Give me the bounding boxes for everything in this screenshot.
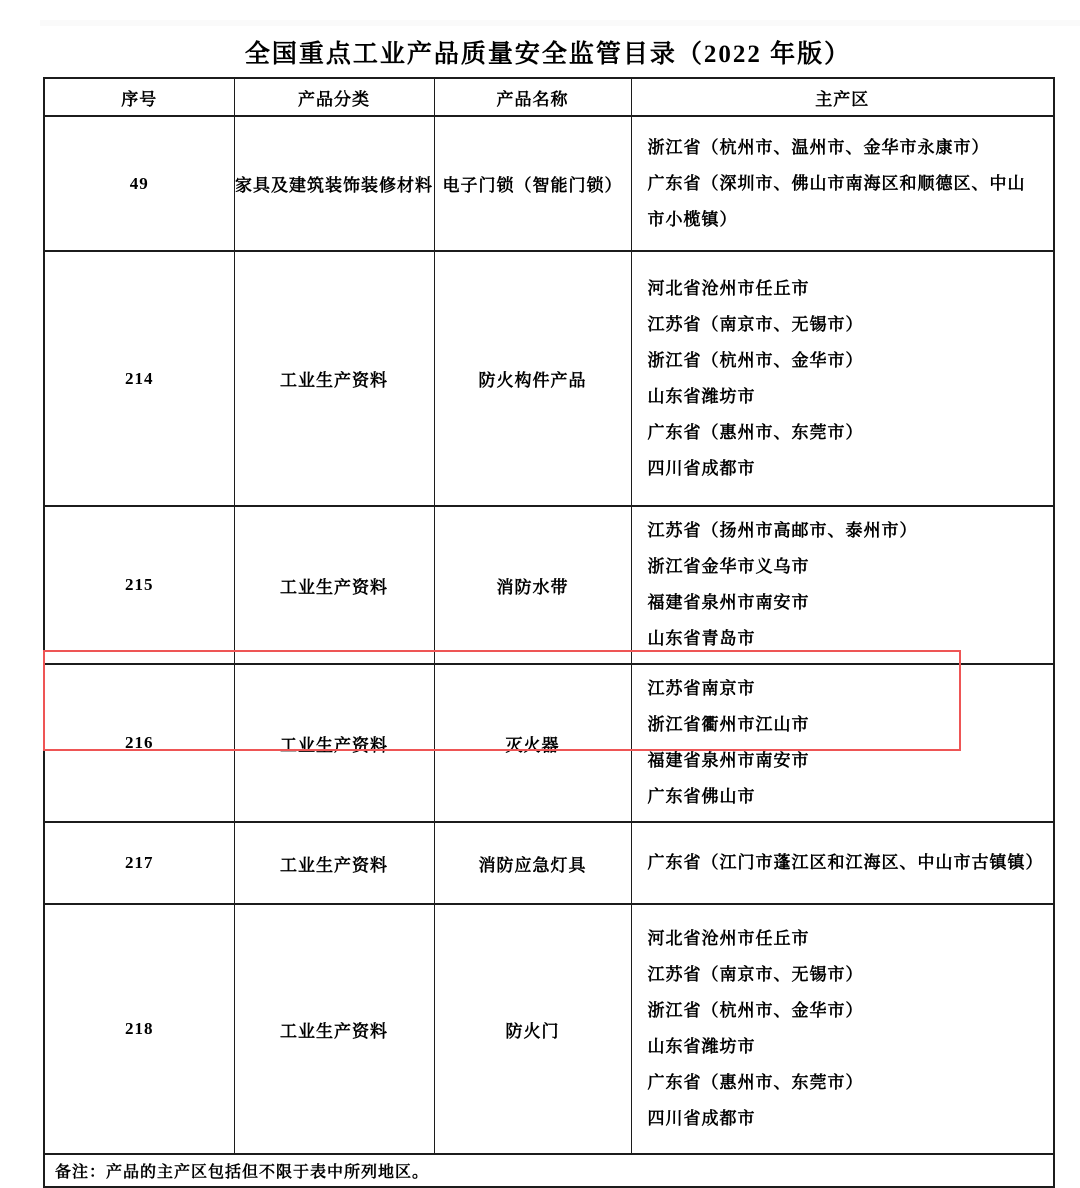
cell-no: 214: [44, 251, 234, 506]
table-header-row: [44, 78, 1054, 116]
region-line: 江苏省南京市: [647, 679, 756, 698]
cell-category: 工业生产资料: [234, 664, 434, 822]
cell-product: 消防应急灯具: [434, 822, 631, 904]
table-note-row: [44, 1154, 1054, 1187]
cell-regions: [631, 822, 1054, 904]
catalog-table: [43, 77, 1055, 1188]
table-row: [44, 506, 1054, 664]
region-line: 山东省潍坊市: [647, 1037, 756, 1056]
cell-product: 消防水带: [434, 506, 631, 664]
region-line: 江苏省（扬州市高邮市、泰州市）: [647, 521, 918, 540]
column-header-regions: 主产区: [631, 78, 1054, 116]
region-line: 河北省沧州市任丘市: [647, 278, 810, 298]
cell-regions: [631, 904, 1054, 1154]
table-row: [44, 904, 1054, 1154]
cell-no: 216: [44, 664, 234, 822]
region-line: 广东省（深圳市、佛山市南海区和顺德区、中山市小榄镇）: [647, 173, 1026, 229]
region-line: 山东省青岛市: [647, 629, 756, 648]
column-header-category: 产品分类: [234, 78, 434, 116]
cell-regions: [631, 664, 1054, 822]
region-line: 浙江省（杭州市、金华市）: [647, 1001, 864, 1020]
cell-regions: [631, 251, 1054, 506]
region-line: 广东省（江门市蓬江区和江海区、中山市古镇镇）: [647, 853, 1044, 872]
cell-category: 家具及建筑装饰装修材料: [234, 116, 434, 251]
cell-product: 灭火器: [434, 664, 631, 822]
cell-no: 217: [44, 822, 234, 904]
region-line: 广东省佛山市: [647, 787, 756, 806]
cell-no: 49: [44, 116, 234, 251]
region-line: 四川省成都市: [647, 1109, 756, 1128]
region-line: 江苏省（南京市、无锡市）: [647, 965, 864, 984]
table-row: [44, 116, 1054, 251]
region-line: 四川省成都市: [647, 458, 756, 478]
cell-product: 防火构件产品: [434, 251, 631, 506]
table-row: [44, 822, 1054, 904]
cell-product: 防火门: [434, 904, 631, 1154]
cell-product: 电子门锁（智能门锁）: [434, 116, 631, 251]
table-row-highlighted: [44, 664, 1054, 822]
cell-no: 215: [44, 506, 234, 664]
scan-artifact-band: [40, 20, 1080, 26]
cell-category: 工业生产资料: [234, 904, 434, 1154]
region-line: 广东省（惠州市、东莞市）: [647, 422, 864, 442]
page-title: 全国重点工业产品质量安全监管目录（2022 年版）: [244, 41, 852, 68]
cell-no: 218: [44, 904, 234, 1154]
region-line: 广东省（惠州市、东莞市）: [647, 1073, 864, 1092]
table-row: [44, 251, 1054, 506]
region-line: 福建省泉州市南安市: [647, 593, 810, 612]
region-line: 浙江省（杭州市、金华市）: [647, 350, 864, 370]
cell-category: 工业生产资料: [234, 251, 434, 506]
region-line: 河北省沧州市任丘市: [647, 929, 810, 948]
cell-regions: [631, 116, 1054, 251]
cell-regions: [631, 506, 1054, 664]
column-header-product: 产品名称: [434, 78, 631, 116]
note-text: 备注：产品的主产区包括但不限于表中所列地区。: [44, 1154, 1054, 1187]
region-line: 福建省泉州市南安市: [647, 751, 810, 770]
column-header-no: 序号: [44, 78, 234, 116]
cell-category: 工业生产资料: [234, 822, 434, 904]
region-line: 山东省潍坊市: [647, 386, 756, 406]
region-line: 浙江省衢州市江山市: [647, 715, 810, 734]
cell-category: 工业生产资料: [234, 506, 434, 664]
region-line: 浙江省金华市义乌市: [647, 557, 810, 576]
region-line: 浙江省（杭州市、温州市、金华市永康市）: [647, 137, 990, 157]
region-line: 江苏省（南京市、无锡市）: [647, 314, 864, 334]
